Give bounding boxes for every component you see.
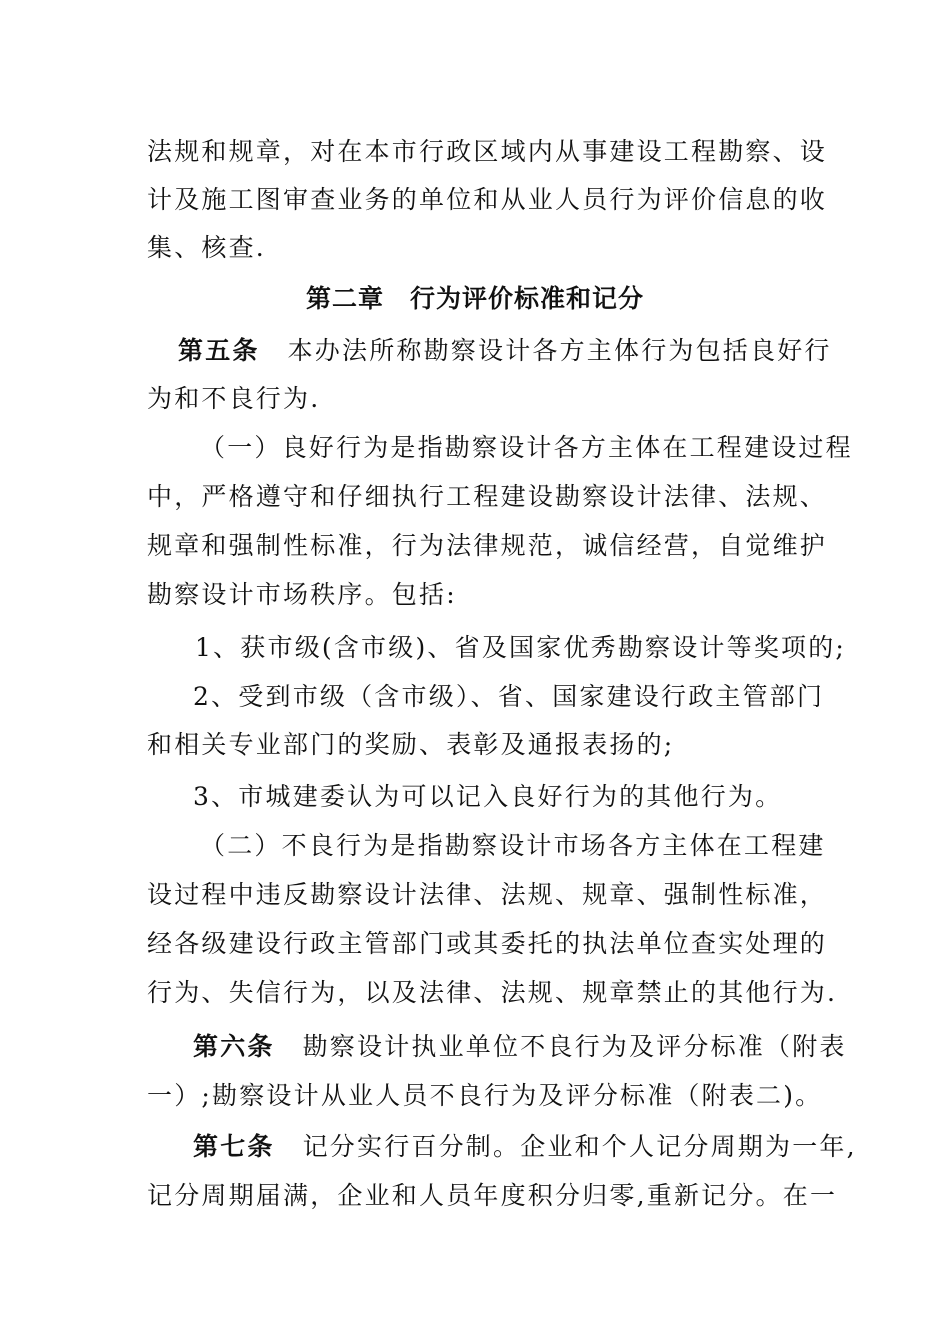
text-line-1: 法规和规章，对在本市行政区域内从事建设工程勘察、设: [147, 137, 828, 166]
article-6-text: 勘察设计执业单位不良行为及评分标准（附表: [302, 1032, 847, 1061]
article-6-line-1: [193, 1030, 847, 1064]
text-line-9: 规章和强制性标准，行为法律规范，诚信经营，自觉维护: [147, 531, 828, 560]
text-line-16: 设过程中违反勘察设计法律、法规、规章、强制性标准，: [147, 880, 828, 909]
article-7-text: 记分实行百分制。企业和个人记分周期为一年,: [302, 1132, 857, 1161]
article-5-line-1: [178, 334, 832, 368]
text-line-7: （一）良好行为是指勘察设计各方主体在工程建设过程: [200, 433, 853, 462]
text-line-2: 计及施工图审查业务的单位和从业人员行为评价信息的收: [147, 185, 828, 214]
article-6-label: 第六条: [193, 1032, 275, 1061]
article-5-label: 第五条: [178, 336, 260, 365]
text-line-20: 一）;勘察设计从业人员不良行为及评分标准（附表二)。: [147, 1081, 823, 1110]
text-line-22: 记分周期届满，企业和人员年度积分归零,重新记分。在一: [147, 1181, 838, 1210]
article-7-label: 第七条: [193, 1132, 275, 1161]
text-line-6: 为和不良行为.: [147, 384, 321, 413]
item-1: 1、获市级(含市级)、省及国家优秀勘察设计等奖项的;: [195, 633, 847, 662]
chapter-heading: 第二章 行为评价标准和记分: [305, 284, 644, 313]
item-3: 3、市城建委认为可以记入良好行为的其他行为。: [193, 782, 783, 811]
text-line-10: 勘察设计市场秩序。包括:: [147, 580, 457, 609]
text-line-17: 经各级建设行政主管部门或其委托的执法单位查实处理的: [147, 929, 828, 958]
article-5-text: 本办法所称勘察设计各方主体行为包括良好行: [287, 336, 832, 365]
article-7-line-1: [193, 1130, 857, 1164]
text-line-15: （二）不良行为是指勘察设计市场各方主体在工程建: [200, 831, 826, 860]
item-2-line-1: 2、受到市级（含市级）、省、国家建设行政主管部门: [193, 682, 825, 711]
text-line-3: 集、核查.: [147, 233, 266, 262]
item-2-line-2: 和相关专业部门的奖励、表彰及通报表扬的;: [147, 730, 675, 759]
text-line-18: 行为、失信行为，以及法律、法规、规章禁止的其他行为.: [147, 978, 838, 1007]
text-line-8: 中，严格遵守和仔细执行工程建设勘察设计法律、法规、: [147, 482, 828, 511]
